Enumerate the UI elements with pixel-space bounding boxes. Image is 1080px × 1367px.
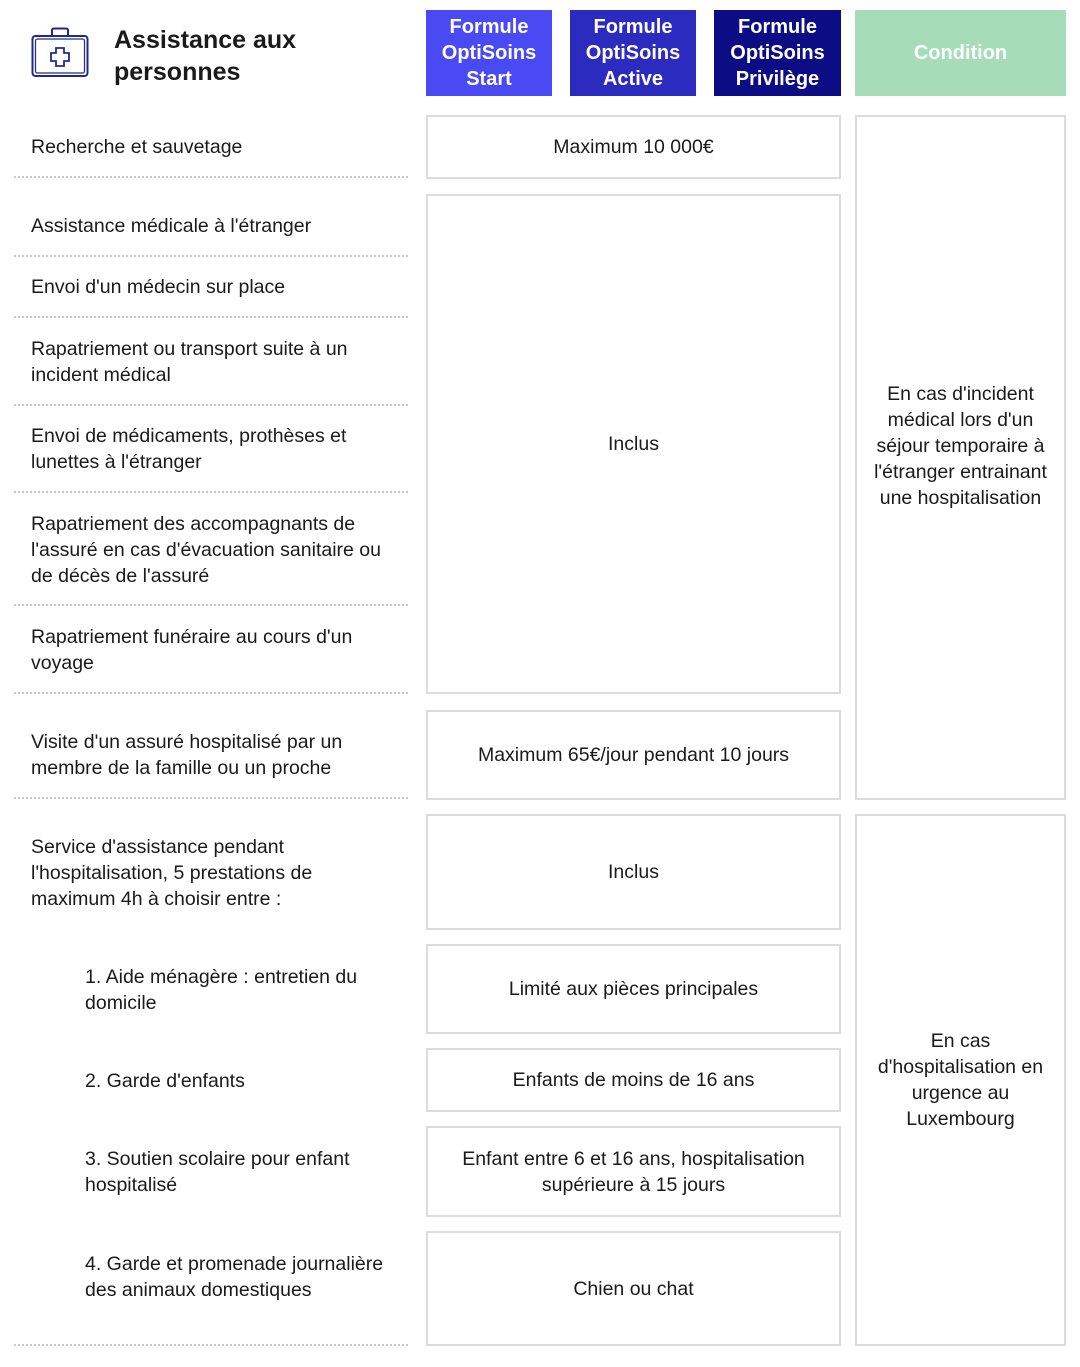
column-header-active: Formule OptiSoins Active [570,10,696,96]
medical-kit-icon [31,27,89,78]
value-text: Maximum 65€/jour pendant 10 jours [477,744,790,766]
value-text: Enfants de moins de 16 ans [512,1069,755,1091]
condition-cell [855,814,1066,1346]
row-label: Envoi d'un médecin sur place [31,276,286,298]
row-divider [14,316,408,318]
row-label: Assistance médicale à l'étranger [31,215,312,237]
value-cell [426,1048,841,1112]
row-label: Service d'assistance pendant l'hospitalisation, 5 prestations de maximum 4h à choisir entre : [31,836,313,910]
row-label: Visite d'un assuré hospitalisé par un membre de la famille ou un proche [31,731,343,779]
row-label: Rapatriement funéraire au cours d'un voyage [31,626,353,674]
column-header-privilege: Formule OptiSoins Privilège [714,10,841,96]
value-text: Inclus [608,433,659,455]
value-cell [426,814,841,930]
value-text: Maximum 10 000€ [553,136,714,158]
condition-text: En cas d'hospitalisation en urgence au Luxembourg [877,1030,1044,1130]
row-label: Envoi de médicaments, prothèses et lunettes à l'étranger [31,425,347,473]
row-label: Recherche et sauvetage [31,136,243,158]
value-cell [426,944,841,1034]
row-label: Rapatriement ou transport suite à un incident médical [31,338,348,386]
row-label-sub: 3. Soutien scolaire pour enfant hospitalisé [85,1148,350,1196]
row-divider [14,1344,408,1346]
row-label-sub: 2. Garde d'enfants [85,1070,245,1092]
row-divider [14,404,408,406]
column-header-start: Formule OptiSoins Start [426,10,552,96]
value-cell [426,115,841,179]
row-label-sub: 1. Aide ménagère : entretien du domicile [85,966,358,1014]
value-cell [426,710,841,800]
row-divider [14,797,408,799]
row-label-sub: 4. Garde et promenade journalière des animaux domestiques [85,1253,384,1301]
value-text: Inclus [608,861,659,883]
condition-cell [855,115,1066,800]
row-label: Rapatriement des accompagnants de l'assuré en cas d'évacuation sanitaire ou de décès de l'assuré [31,513,381,587]
value-cell [426,1231,841,1346]
section-title: Assistance aux personnes [114,26,297,86]
value-text: Enfant entre 6 et 16 ans, hospitalisation supérieure à 15 jours [462,1147,805,1196]
value-cell [426,1126,841,1217]
value-cell [426,194,841,694]
condition-text: En cas d'incident médical lors d'un séjour temporaire à l'étranger entrainant une hospitalisation [874,383,1047,509]
value-text: Limité aux pièces principales [508,978,759,1000]
row-divider [14,491,408,493]
value-text: Chien ou chat [573,1277,694,1300]
row-divider [14,604,408,606]
row-divider [14,176,408,178]
row-divider [14,255,408,257]
row-divider [14,692,408,694]
column-header-condition: Condition [855,10,1066,96]
